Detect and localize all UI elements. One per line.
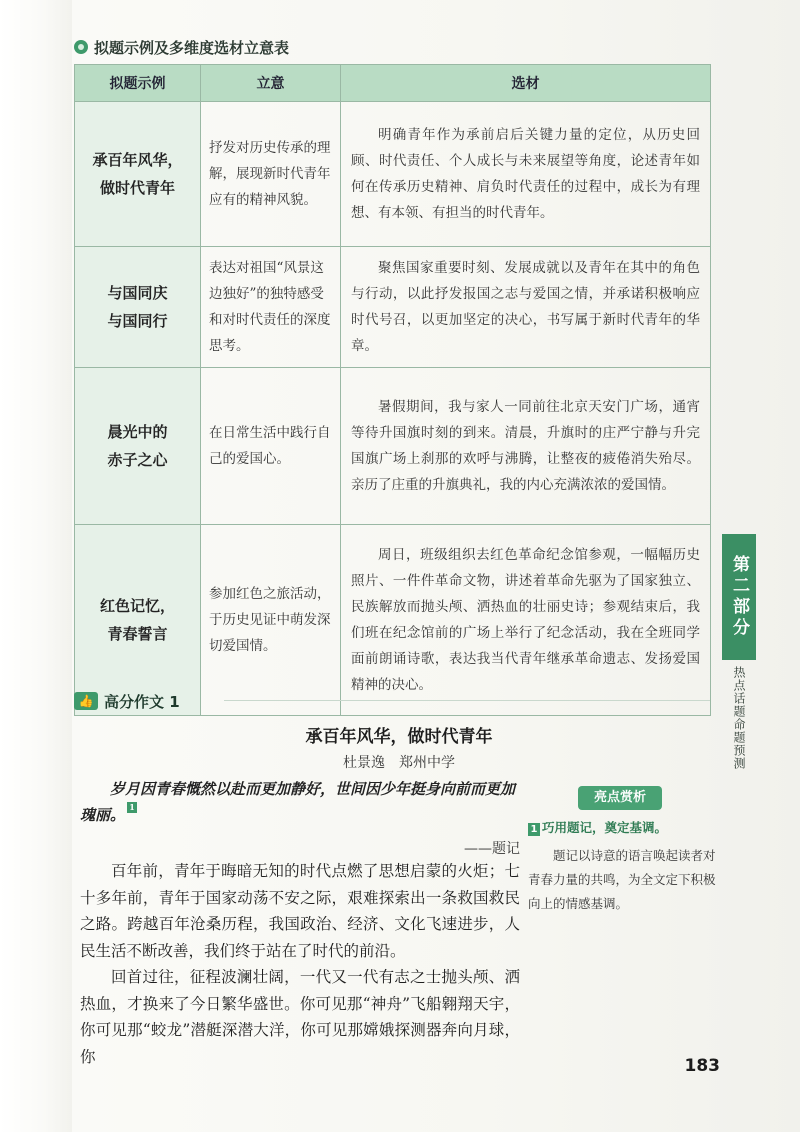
title-line: 承百年风华，: [92, 151, 183, 169]
highlight-number: 1: [528, 823, 540, 836]
essay-badge: [74, 690, 224, 712]
table-row: [75, 525, 711, 716]
essay-badge-label: 高分作文 1: [104, 692, 180, 711]
epigraph-text: 岁月因青春慨然以赴而更加静好，世间因少年挺身向前而更加瑰丽。: [80, 780, 516, 824]
annotation-marker: 1: [127, 802, 137, 813]
highlight-text: 题记以诗意的语言唤起读者对青春力量的共鸣，为全文定下积极向上的情感基调。: [528, 848, 716, 911]
table-row: [75, 368, 711, 525]
essay-paragraph: 百年前，青年于晦暗无知的时代点燃了思想启蒙的火炬；七十多年前，青年于国家动荡不安之际，艰难探索出一条救国救民之路。跨越百年沧桑历程，我国政治、经济、文化飞速进步，人民生活不断改善，我们终于站在了时代的前沿。: [80, 862, 520, 960]
intent-cell: 抒发对历史传承的理解，展现新时代青年应有的精神风貌。: [201, 102, 341, 247]
title-line: 红色记忆，: [99, 597, 175, 615]
title-line: 做时代青年: [99, 179, 175, 197]
material-cell: 聚焦国家重要时刻、发展成就以及青年在其中的角色与行动，以此抒发报国之志与爱国之情，并承诺积极响应时代号召，以更加坚定的决心，书写属于新时代青年的华章。: [341, 247, 711, 368]
page-margin: [0, 0, 72, 1132]
intent-cell: 表达对祖国“风景这边独好”的独特感受和对时代责任的深度思考。: [201, 247, 341, 368]
column-header-material: 选材: [341, 65, 711, 102]
material-cell: 暑假期间，我与家人一同前往北京天安门广场，通宵等待升国旗时刻的到来。清晨，升旗时的庄严宁静与升完国旗广场上刹那的欢呼与沸腾，让整夜的疲倦消失殆尽。亲历了庄重的升旗典礼，我的内心充满浓浓的爱国情。: [341, 368, 711, 525]
epigraph-source: ——题记: [464, 841, 520, 857]
topic-table: [74, 64, 711, 716]
highlight-item: [528, 818, 718, 836]
title-line: 青春誓言: [107, 625, 168, 643]
title-cell: [75, 368, 201, 525]
part-tab: 第二部分: [722, 534, 756, 660]
essay-title: 承百年风华，做时代青年: [305, 727, 493, 747]
section-header-text: 拟题示例及多维度选材立意表: [94, 38, 290, 57]
divider: [224, 700, 710, 701]
title-cell: [75, 525, 201, 716]
essay-author: 杜景逸 郑州中学: [343, 755, 455, 771]
essay-paragraph: 回首过往，征程波澜壮阔，一代又一代有志之士抛头颅、洒热血，才换来了今日繁华盛世。你可见那“神舟”飞船翱翔天宇，你可见那“蛟龙”潜艇深潜大洋，你可见那嫦娥探测器奔向月球，你: [80, 968, 520, 1066]
column-header-title: 拟题示例: [75, 65, 201, 102]
title-cell: [75, 102, 201, 247]
page-number: 183: [684, 1056, 720, 1076]
material-cell: 明确青年作为承前启后关键力量的定位，从历史回顾、时代责任、个人成长与未来展望等角度，论述青年如何在传承历史精神、肩负时代责任的过程中，成长为有理想、有本领、有担当的时代青年。: [341, 102, 711, 247]
intent-cell: 参加红色之旅活动，于历史见证中萌发深切爱国情。: [201, 525, 341, 716]
part-subtitle: 热点话题命题预测: [732, 666, 746, 770]
title-line: 与国同庆: [107, 284, 168, 302]
epigraph: [80, 776, 520, 828]
title-line: 赤子之心: [107, 451, 168, 469]
table-row: [75, 102, 711, 247]
highlight-label: 巧用题记，奠定基调。: [542, 820, 668, 835]
material-cell: 周日，班级组织去红色革命纪念馆参观，一幅幅历史照片、一件件革命文物，讲述着革命先驱为了国家独立、民族解放而抛头颅、洒热血的壮丽史诗；参观结束后，我们班在纪念馆前的广场上举行了纪念活动，我在全班同学面前朗诵诗歌，表达我当代青年继承革命遗志、发扬爱国精神的决心。: [341, 525, 711, 716]
title-cell: [75, 247, 201, 368]
thumbs-up-icon: 👍: [74, 692, 98, 710]
title-line: 晨光中的: [107, 423, 168, 441]
highlight-tag: 亮点赏析: [578, 786, 662, 810]
bullet-icon: [74, 40, 88, 54]
title-line: 与国同行: [107, 312, 168, 330]
table-header-row: [75, 65, 711, 102]
table-row: [75, 247, 711, 368]
section-header: [74, 34, 289, 60]
column-header-intent: 立意: [201, 65, 341, 102]
intent-cell: 在日常生活中践行自己的爱国心。: [201, 368, 341, 525]
